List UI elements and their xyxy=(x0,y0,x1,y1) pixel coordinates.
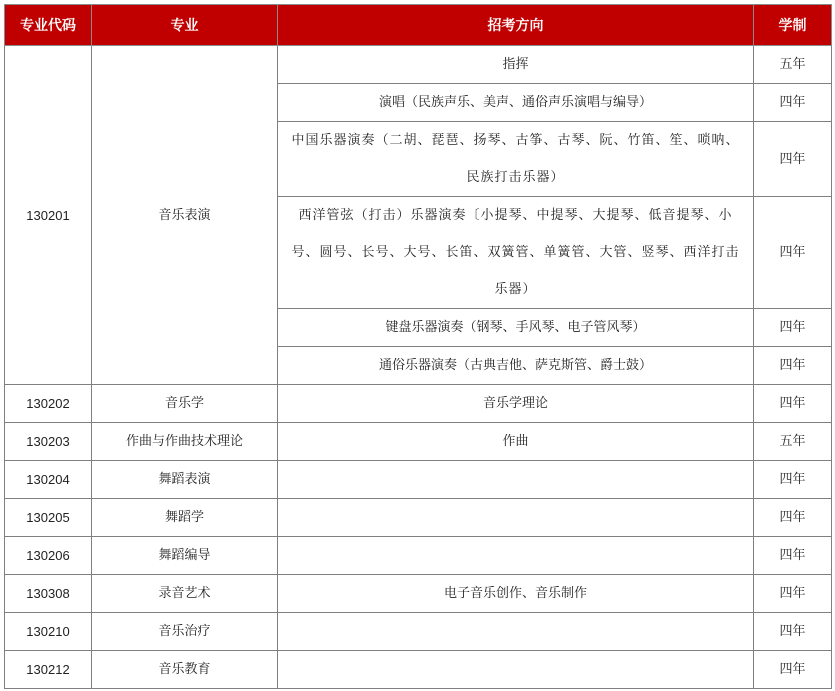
table-row xyxy=(5,613,832,651)
major-code-cell: 130210 xyxy=(5,613,92,651)
direction-cell xyxy=(278,613,754,651)
table-row xyxy=(5,575,832,613)
table-row xyxy=(5,385,832,423)
header-code: 专业代码 xyxy=(5,5,92,46)
majors-table xyxy=(4,4,832,689)
duration-cell: 四年 xyxy=(754,385,832,423)
direction-cell: 演唱（民族声乐、美声、通俗声乐演唱与编导） xyxy=(278,84,754,122)
direction-cell: 作曲 xyxy=(278,423,754,461)
table-row xyxy=(5,461,832,499)
direction-cell: 电子音乐创作、音乐制作 xyxy=(278,575,754,613)
major-code-cell: 130204 xyxy=(5,461,92,499)
major-name-cell: 舞蹈学 xyxy=(92,499,278,537)
major-name-cell: 舞蹈编导 xyxy=(92,537,278,575)
direction-cell: 中国乐器演奏（二胡、琵琶、扬琴、古筝、古琴、阮、竹笛、笙、唢呐、民族打击乐器） xyxy=(278,122,754,197)
direction-cell xyxy=(278,537,754,575)
duration-cell: 五年 xyxy=(754,46,832,84)
major-code-cell: 130205 xyxy=(5,499,92,537)
duration-cell: 四年 xyxy=(754,197,832,309)
duration-cell: 四年 xyxy=(754,461,832,499)
duration-cell: 四年 xyxy=(754,575,832,613)
table-row xyxy=(5,423,832,461)
duration-cell: 四年 xyxy=(754,613,832,651)
duration-cell: 四年 xyxy=(754,651,832,689)
duration-cell: 四年 xyxy=(754,122,832,197)
major-name-cell: 音乐学 xyxy=(92,385,278,423)
direction-cell: 音乐学理论 xyxy=(278,385,754,423)
direction-cell xyxy=(278,499,754,537)
major-code-cell: 130206 xyxy=(5,537,92,575)
table-row xyxy=(5,537,832,575)
header-direction: 招考方向 xyxy=(278,5,754,46)
major-name-cell: 舞蹈表演 xyxy=(92,461,278,499)
major-code-cell: 130202 xyxy=(5,385,92,423)
major-name-cell: 作曲与作曲技术理论 xyxy=(92,423,278,461)
major-code-cell: 130203 xyxy=(5,423,92,461)
duration-cell: 四年 xyxy=(754,499,832,537)
header-row xyxy=(5,5,832,46)
duration-cell: 四年 xyxy=(754,347,832,385)
major-name-cell: 录音艺术 xyxy=(92,575,278,613)
table-row xyxy=(5,499,832,537)
direction-cell: 键盘乐器演奏（钢琴、手风琴、电子管风琴） xyxy=(278,309,754,347)
table-row xyxy=(5,46,832,84)
direction-cell: 西洋管弦（打击）乐器演奏〔小提琴、中提琴、大提琴、低音提琴、小号、圆号、长号、大号、长笛、双簧管、单簧管、大管、竖琴、西洋打击乐器） xyxy=(278,197,754,309)
major-code-cell: 130308 xyxy=(5,575,92,613)
major-code-cell: 130212 xyxy=(5,651,92,689)
duration-cell: 五年 xyxy=(754,423,832,461)
table-row xyxy=(5,651,832,689)
duration-cell: 四年 xyxy=(754,84,832,122)
direction-cell: 通俗乐器演奏（古典吉他、萨克斯管、爵士鼓） xyxy=(278,347,754,385)
major-code-cell: 130201 xyxy=(5,46,92,385)
direction-cell xyxy=(278,461,754,499)
duration-cell: 四年 xyxy=(754,309,832,347)
duration-cell: 四年 xyxy=(754,537,832,575)
major-name-cell: 音乐治疗 xyxy=(92,613,278,651)
major-name-cell: 音乐教育 xyxy=(92,651,278,689)
major-name-cell: 音乐表演 xyxy=(92,46,278,385)
header-major: 专业 xyxy=(92,5,278,46)
direction-cell: 指挥 xyxy=(278,46,754,84)
direction-cell xyxy=(278,651,754,689)
header-duration: 学制 xyxy=(754,5,832,46)
